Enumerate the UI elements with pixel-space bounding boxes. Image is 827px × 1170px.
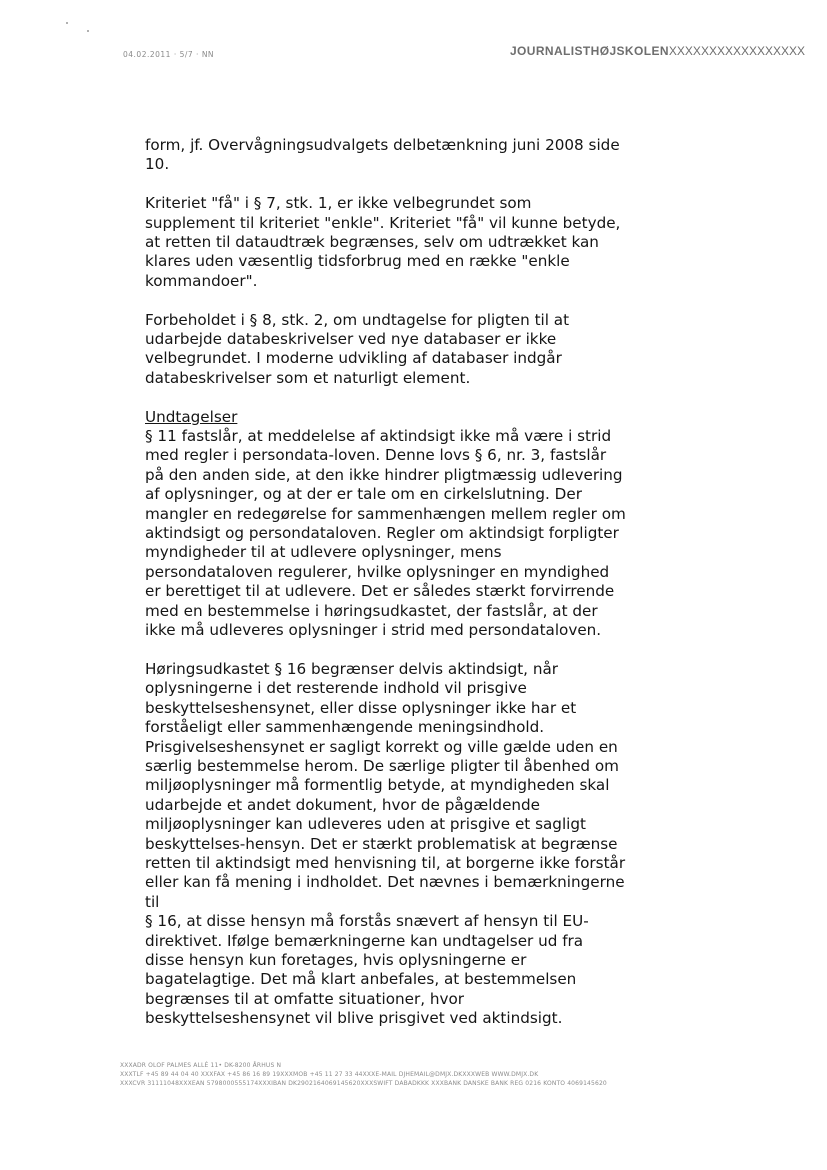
- text-line: velbegrundet. I moderne udvikling af databaser indgår: [145, 349, 562, 368]
- text-line: ikke må udleveres oplysninger i strid med persondataloven.: [145, 621, 602, 640]
- paragraph: [145, 136, 665, 175]
- text-line: direktivet. Ifølge bemærkningerne kan undtagelser ud fra: [145, 931, 584, 950]
- brand-name: JOURNALISTHØJSKOLEN: [509, 44, 669, 58]
- document-body: [145, 136, 665, 1048]
- text-line: miljøoplysninger kan udleveres uden at prisgive et sagligt: [145, 815, 586, 834]
- text-line: begrænses til at omfatte situationer, hvor: [145, 989, 465, 1008]
- text-line: klares uden væsentlig tidsforbrug med en række "enkle: [145, 252, 570, 271]
- text-line: form, jf. Overvågningsudvalgets delbetænkning juni 2008 side: [145, 136, 620, 154]
- text-line: Prisgivelseshensynet er sagligt korrekt og ville gælde uden en: [145, 737, 618, 756]
- footer-line: XXXCVR 31111048XXXEAN 5798000555174XXXIBAN DK2902164069145620XXXSWIFT DABADKKK XXXBANK DANSKE BANK REG 0216 KONTO 4069145620: [120, 1080, 607, 1087]
- paragraph: [145, 194, 665, 291]
- text-line: kommandoer".: [145, 271, 258, 290]
- text-line: udarbejde databeskrivelser ved nye databaser er ikke: [145, 330, 557, 349]
- text-line: disse hensyn kun foretages, hvis oplysningerne er: [145, 951, 527, 969]
- text-line: Kriteriet "få" i § 7, stk. 1, er ikke velbegrundet som: [145, 194, 532, 213]
- text-line: miljøoplysninger må formentlig betyde, at myndigheden skal: [145, 776, 610, 795]
- text-line: Høringsudkastet § 16 begrænser delvis aktindsigt, når: [145, 659, 559, 678]
- text-line: mangler en redegørelse for sammenhængen mellem regler om: [145, 504, 626, 523]
- text-line: af oplysninger, og at der er tale om en cirkelslutning. Der: [145, 485, 582, 504]
- text-line: eller kan få mening i indholdet. Det nævnes i bemærkningerne: [145, 873, 625, 892]
- text-line: retten til aktindsigt med henvisning til, at borgerne ikke forstår: [145, 853, 626, 872]
- paragraph: [145, 408, 665, 641]
- paragraph: [145, 660, 665, 1029]
- text-line: med regler i persondata-loven. Denne lovs § 6, nr. 3, fastslår: [145, 446, 607, 465]
- section-heading: Undtagelser: [145, 407, 238, 426]
- text-line: beskyttelseshensynet vil blive prisgivet ved aktindsigt.: [145, 1009, 563, 1028]
- text-line: myndigheder til at udlevere oplysninger, mens: [145, 543, 502, 562]
- text-line: oplysningerne i det resterende indhold vil prisgive: [145, 679, 527, 698]
- scan-speck: [87, 30, 89, 32]
- text-line: at retten til dataudtræk begrænses, selv om udtrækket kan: [145, 233, 599, 252]
- text-line: med en bestemmelse i høringsudkastet, der fastslår, at der: [145, 601, 598, 620]
- text-line: udarbejde et andet dokument, hvor de pågældende: [145, 795, 541, 814]
- footer-line: XXXTLF +45 89 44 04 40 XXXFAX +45 86 16 89 19XXXMOB +45 11 27 33 44XXXE-MAIL DJHEMAIL@DMJX.DKXXXWEB WWW.DMJX.DK: [120, 1071, 539, 1078]
- text-line: § 11 fastslår, at meddelelse af aktindsigt ikke må være i strid: [145, 427, 612, 446]
- fax-header-stamp: 04.02.2011 · 5/7 · NN: [123, 50, 215, 59]
- brand-padding: XXXXXXXXXXXXXXXXX: [668, 44, 805, 58]
- text-line: persondataloven regulerer, hvilke oplysninger en myndighed: [145, 562, 610, 581]
- text-line: særlig bestemmelse herom. De særlige pligter til åbenhed om: [145, 756, 619, 775]
- text-line: § 16, at disse hensyn må forstås snævert af hensyn til EU-: [145, 912, 589, 931]
- text-line: bagatelagtige. Det må klart anbefales, at bestemmelsen: [145, 970, 577, 989]
- text-line: beskyttelses-hensyn. Det er stærkt problematisk at begrænse: [145, 834, 618, 853]
- text-line: 10.: [145, 155, 170, 174]
- brand-header: [510, 44, 805, 58]
- text-line: forståeligt eller sammenhængende meningsindhold.: [145, 718, 545, 737]
- footer-line: XXXADR OLOF PALMES ALLÉ 11• DK-8200 ÅRHUS N: [120, 1062, 282, 1069]
- text-line: er berettiget til at udlevere. Det er således stærkt forvirrende: [145, 582, 615, 601]
- text-line: databeskrivelser som et naturligt element.: [145, 368, 471, 387]
- text-line: på den anden side, at den ikke hindrer pligtmæssig udlevering: [145, 465, 623, 484]
- text-line: aktindsigt og persondataloven. Regler om aktindsigt forpligter: [145, 524, 619, 543]
- letterhead-footer: [120, 1061, 607, 1088]
- scan-speck: [66, 22, 68, 24]
- paragraph: [145, 311, 665, 389]
- text-line: supplement til kriteriet "enkle". Kriteriet "få" vil kunne betyde,: [145, 213, 621, 232]
- text-line: beskyttelseshensynet, eller disse oplysninger ikke har et: [145, 698, 577, 717]
- text-line: til: [145, 892, 160, 911]
- text-line: Forbeholdet i § 8, stk. 2, om undtagelse for pligten til at: [145, 310, 570, 329]
